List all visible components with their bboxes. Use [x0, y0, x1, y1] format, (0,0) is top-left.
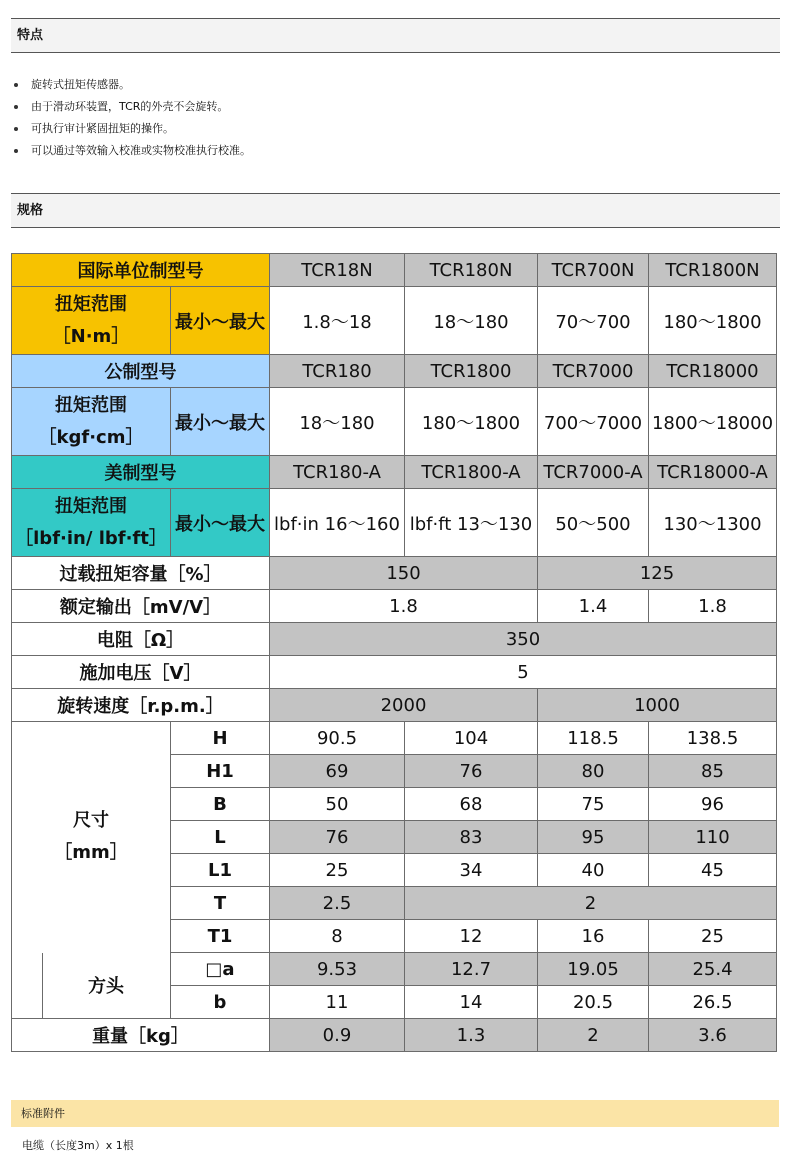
bullet-icon: [14, 127, 18, 131]
square-cell: 12.7: [405, 953, 538, 986]
square-cell: 11: [270, 986, 405, 1019]
speed-cell: 2000: [270, 689, 538, 722]
table-row: [12, 254, 777, 287]
metric-model-cell: TCR1800: [405, 355, 538, 388]
table-row: [12, 489, 777, 557]
metric-range-cell: 180～1800: [405, 388, 538, 456]
rated-output-cell: 1.8: [270, 590, 538, 623]
dimension-cell: 68: [405, 788, 538, 821]
table-row: [12, 388, 777, 456]
us-model-cell: TCR18000-A: [649, 456, 777, 489]
inner-divider: [42, 953, 43, 1019]
resistance-cell: 350: [270, 623, 777, 656]
weight-cell: 2: [538, 1019, 649, 1052]
dimension-cell: 85: [649, 755, 777, 788]
table-row: [12, 656, 777, 689]
spec-title: 规格: [17, 203, 44, 218]
bullet-icon: [14, 105, 18, 109]
speed-label: 旋转速度［r.p.m.］: [12, 689, 270, 722]
square-label: 方头: [12, 953, 171, 1019]
metric-model-cell: TCR7000: [538, 355, 649, 388]
metric-range-cell: 700～7000: [538, 388, 649, 456]
voltage-label: 施加电压［V］: [12, 656, 270, 689]
metric-model-label: 公制型号: [12, 355, 270, 388]
table-row: [12, 623, 777, 656]
dimension-cell: 2.5: [270, 887, 405, 920]
rated-output-label: 额定输出［mV/V］: [12, 590, 270, 623]
spec-table: [11, 253, 777, 1052]
dimension-cell: 25: [270, 854, 405, 887]
us-model-cell: TCR7000-A: [538, 456, 649, 489]
rated-output-cell: 1.8: [649, 590, 777, 623]
dimension-cell: 90.5: [270, 722, 405, 755]
speed-cell: 1000: [538, 689, 777, 722]
si-range-cell: 70～700: [538, 287, 649, 355]
square-name: □a: [171, 953, 270, 986]
table-row: [12, 722, 777, 755]
us-model-cell: TCR180-A: [270, 456, 405, 489]
si-range-cell: 180～1800: [649, 287, 777, 355]
dimension-cell: 76: [405, 755, 538, 788]
weight-label: 重量［kg］: [12, 1019, 270, 1052]
dimension-cell: 34: [405, 854, 538, 887]
us-minmax-label: 最小～最大: [171, 489, 270, 557]
dimension-cell: 104: [405, 722, 538, 755]
feature-item: 可以通过等效输入校准或实物校准执行校准。: [11, 140, 251, 162]
overload-label: 过载扭矩容量［%］: [12, 557, 270, 590]
us-range-cell: 50～500: [538, 489, 649, 557]
dimension-cell: 69: [270, 755, 405, 788]
si-range-cell: 18～180: [405, 287, 538, 355]
dimension-cell: 40: [538, 854, 649, 887]
dimension-name: L: [171, 821, 270, 854]
us-range-label: 扭矩范围 ［lbf·in/ lbf·ft］: [12, 489, 171, 557]
si-range-label: 扭矩范围 ［N·m］: [12, 287, 171, 355]
dimension-cell: 96: [649, 788, 777, 821]
overload-cell: 125: [538, 557, 777, 590]
metric-model-cell: TCR180: [270, 355, 405, 388]
us-range-cell: lbf·ft 13～130: [405, 489, 538, 557]
us-range-cell: lbf·in 16～160: [270, 489, 405, 557]
square-cell: 20.5: [538, 986, 649, 1019]
table-row: [12, 953, 777, 986]
dimensions-label: 尺寸 ［mm］: [12, 722, 171, 953]
us-range-cell: 130～1300: [649, 489, 777, 557]
features-list: [11, 74, 251, 162]
square-cell: 19.05: [538, 953, 649, 986]
dimension-cell: 80: [538, 755, 649, 788]
table-row: [12, 590, 777, 623]
metric-range-cell: 18～180: [270, 388, 405, 456]
dimension-cell: 138.5: [649, 722, 777, 755]
si-model-label: 国际单位制型号: [12, 254, 270, 287]
square-cell: 25.4: [649, 953, 777, 986]
weight-cell: 0.9: [270, 1019, 405, 1052]
metric-range-label: 扭矩范围 ［kgf·cm］: [12, 388, 171, 456]
table-row: [12, 287, 777, 355]
dimension-cell: 76: [270, 821, 405, 854]
table-row: [12, 689, 777, 722]
dimension-name: B: [171, 788, 270, 821]
table-row: [12, 355, 777, 388]
overload-cell: 150: [270, 557, 538, 590]
dimension-name: T1: [171, 920, 270, 953]
dimension-cell: 2: [405, 887, 777, 920]
bullet-icon: [14, 83, 18, 87]
accessories-text: 电缆（长度3m）x 1根: [22, 1139, 134, 1152]
metric-range-cell: 1800～18000: [649, 388, 777, 456]
dimension-name: H1: [171, 755, 270, 788]
weight-cell: 1.3: [405, 1019, 538, 1052]
square-cell: 26.5: [649, 986, 777, 1019]
square-name: b: [171, 986, 270, 1019]
si-range-cell: 1.8～18: [270, 287, 405, 355]
si-model-cell: TCR1800N: [649, 254, 777, 287]
dimension-cell: 50: [270, 788, 405, 821]
dimension-name: H: [171, 722, 270, 755]
dimension-name: T: [171, 887, 270, 920]
dimension-cell: 25: [649, 920, 777, 953]
si-model-cell: TCR700N: [538, 254, 649, 287]
table-row: [12, 557, 777, 590]
dimension-cell: 45: [649, 854, 777, 887]
feature-item: 旋转式扭矩传感器。: [11, 74, 251, 96]
dimension-cell: 16: [538, 920, 649, 953]
weight-cell: 3.6: [649, 1019, 777, 1052]
feature-item: 可执行审计紧固扭矩的操作。: [11, 118, 251, 140]
square-cell: 14: [405, 986, 538, 1019]
dimension-cell: 75: [538, 788, 649, 821]
dimension-cell: 8: [270, 920, 405, 953]
accessories-title: 标准附件: [21, 1107, 65, 1120]
accessories-section-header: [11, 1100, 779, 1127]
dimension-cell: 118.5: [538, 722, 649, 755]
dimension-cell: 110: [649, 821, 777, 854]
features-section-header: [11, 18, 780, 53]
bullet-icon: [14, 149, 18, 153]
us-model-label: 美制型号: [12, 456, 270, 489]
resistance-label: 电阻［Ω］: [12, 623, 270, 656]
si-model-cell: TCR180N: [405, 254, 538, 287]
dimension-name: L1: [171, 854, 270, 887]
si-model-cell: TCR18N: [270, 254, 405, 287]
dimension-cell: 12: [405, 920, 538, 953]
features-title: 特点: [17, 28, 44, 43]
spec-section-header: [11, 193, 780, 228]
rated-output-cell: 1.4: [538, 590, 649, 623]
feature-item: 由于滑动环装置，TCR的外壳不会旋转。: [11, 96, 251, 118]
metric-minmax-label: 最小～最大: [171, 388, 270, 456]
us-model-cell: TCR1800-A: [405, 456, 538, 489]
dimension-cell: 95: [538, 821, 649, 854]
square-cell: 9.53: [270, 953, 405, 986]
table-row: [12, 1019, 777, 1052]
metric-model-cell: TCR18000: [649, 355, 777, 388]
dimension-cell: 83: [405, 821, 538, 854]
table-row: [12, 456, 777, 489]
si-minmax-label: 最小～最大: [171, 287, 270, 355]
voltage-cell: 5: [270, 656, 777, 689]
